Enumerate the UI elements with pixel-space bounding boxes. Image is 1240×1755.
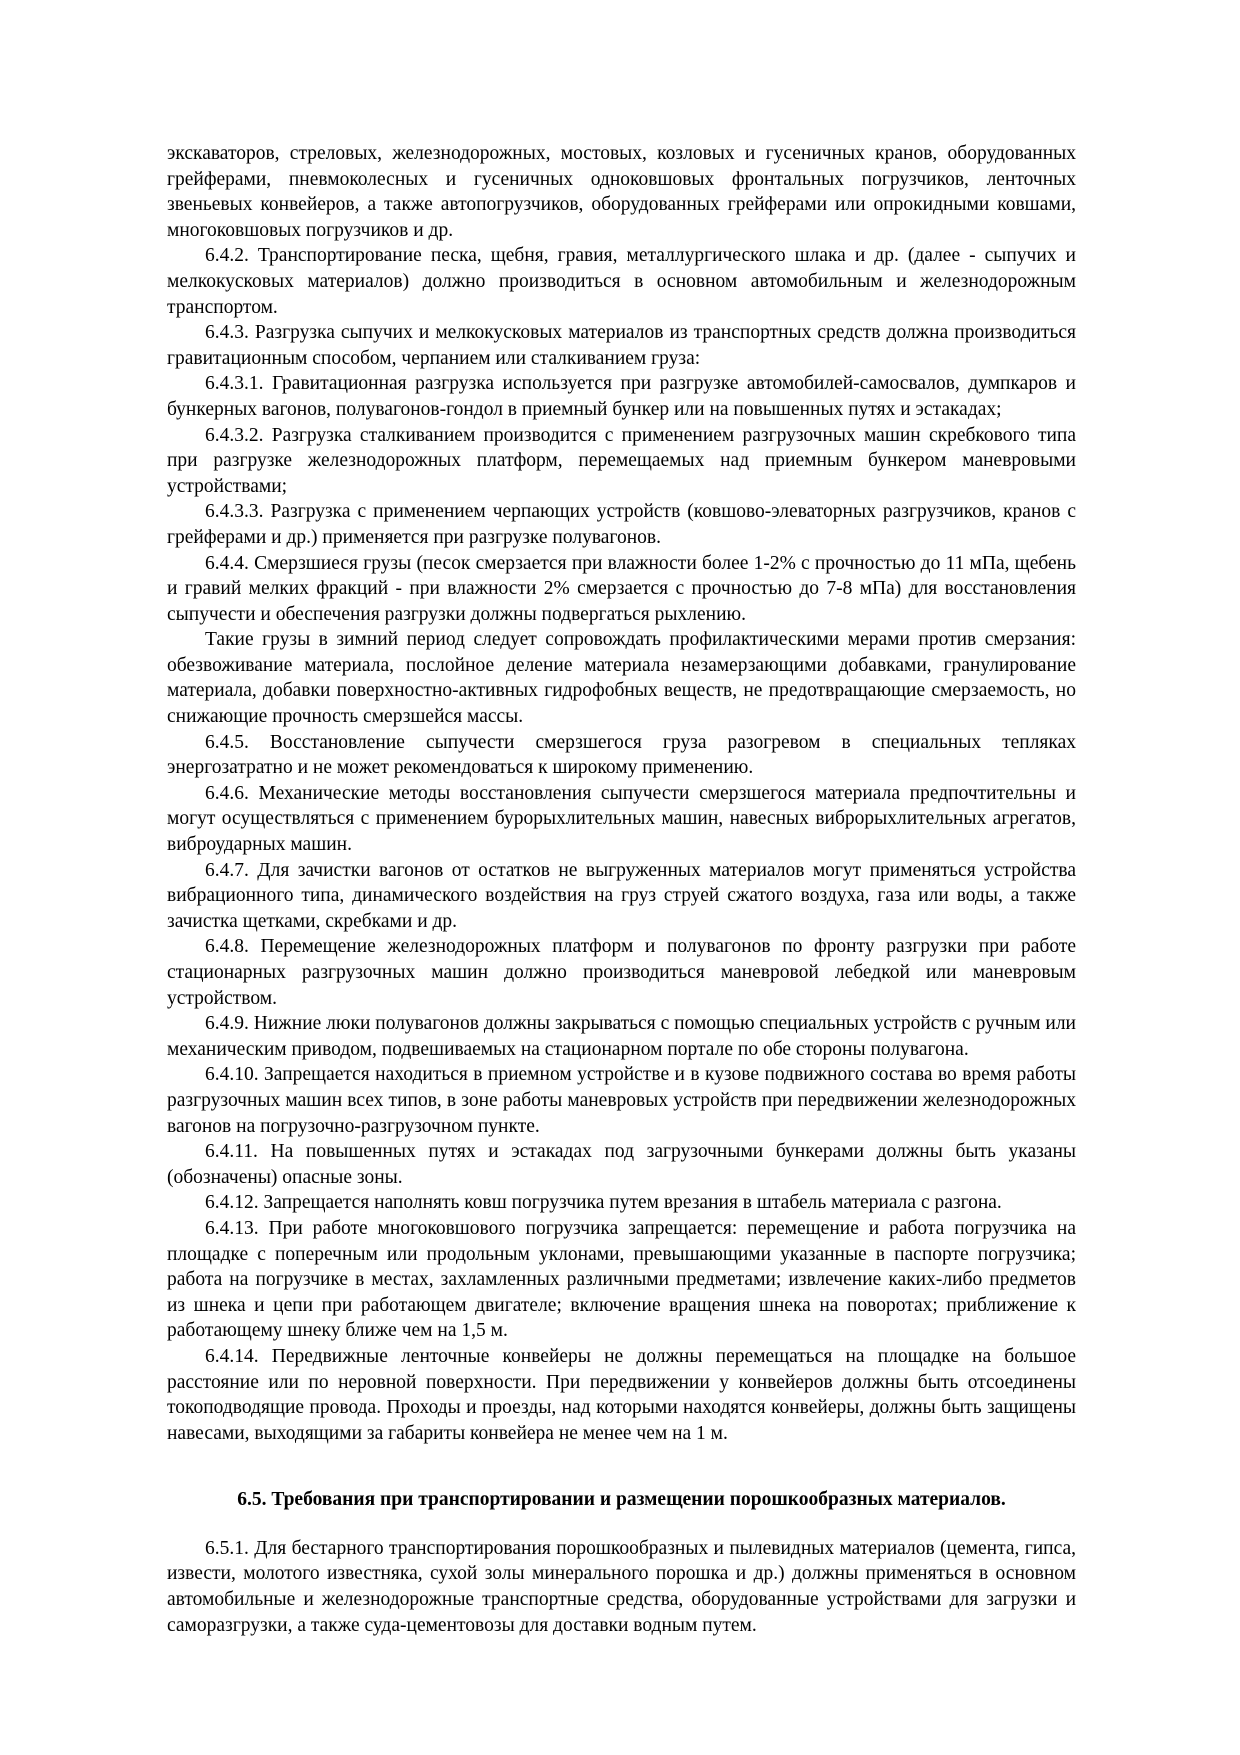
paragraph: экскаваторов, стреловых, железнодорожных, мостовых, козловых и гусеничных кранов, оборудованных грейферами, пневмоколесных и гусеничных одноковшовых фронтальных погрузчиков, ленточных звеньевых конвейеров, а также автопогрузчиков, оборудованных грейферами или опрокидными ковшами, многоковшовых погрузчиков и др. [167,143,1076,241]
paragraph: 6.4.3.2. Разгрузка сталкиванием производится с применением разгрузочных машин скребкового типа при разгрузке железнодорожных платформ, перемещаемых над приемным бункером маневровыми устройствами; [167,424,1076,497]
paragraph: 6.4.2. Транспортирование песка, щебня, гравия, металлургического шлака и др. (далее - сыпучих и мелкокусковых материалов) должно производиться в основном автомобильным и железнодорожным транспортом. [167,245,1076,318]
paragraph: 6.4.6. Механические методы восстановления сыпучести смерзшегося материала предпочтительны и могут осуществляться с применением бурорыхлительных машин, навесных виброрыхлительных агрегатов, виброударных машин. [167,782,1076,856]
paragraph: 6.4.5. Восстановление сыпучести смерзшегося груза разогревом в специальных тепляках энергозатратно и не может рекомендоваться к широкому применению. [167,731,1076,779]
paragraph: 6.4.4. Смерзшиеся грузы (песок смерзается при влажности более 1-2% с прочностью до 11 мПа, щебень и гравий мелких фракций - при влажности 2% смерзается с прочностью до 7-8 мПа) для восстановления сыпучести и обеспечения разгрузки должны подвергаться рыхлению. [167,552,1076,625]
paragraph: 6.4.3.3. Разгрузка с применением черпающих устройств (ковшово-элеваторных разгрузчиков, кранов с грейферами и др.) применяется при разгрузке полувагонов. [167,501,1076,548]
paragraph: 6.4.11. На повышенных путях и эстакадах под загрузочными бункерами должны быть указаны (обозначены) опасные зоны. [167,1141,1076,1188]
paragraph: 6.4.9. Нижние люки полувагонов должны закрываться с помощью специальных устройств с ручным или механическим приводом, подвешиваемых на стационарном портале по обе стороны полувагона. [167,1013,1076,1060]
document-body [167,141,1076,1638]
paragraph: 6.5.1. Для бестарного транспортирования порошкообразных и пылевидных материалов (цемента, гипса, извести, молотого известняка, сухой золы минерального порошка и др.) должны применяться в основном автомобильные и железнодорожные транспортные средства, оборудованные устройствами для загрузки и саморазгрузки, а также суда-цементовозы для доставки водным путем. [167,1537,1076,1636]
paragraph: 6.4.14. Передвижные ленточные конвейеры не должны перемещаться на площадке на большое расстояние или по неровной поверхности. При передвижении у конвейеров должны быть отсоединены токоподводящие провода. Проходы и проезды, над которыми находятся конвейеры, должны быть защищены навесами, выходящими за габариты конвейера не менее чем на 1 м. [167,1345,1076,1444]
paragraph: 6.4.7. Для зачистки вагонов от остатков не выгруженных материалов могут применяться устройства вибрационного типа, динамического воздействия на груз струей сжатого воздуха, газа или воды, а также зачистка щетками, скребками и др. [167,859,1076,932]
paragraph: Такие грузы в зимний период следует сопровождать профилактическими мерами против смерзания: обезвоживание материала, послойное деление материала незамерзающими добавками, гранулирование материала, добавки поверхностно-активных гидрофобных веществ, не предотвращающие смерзаемость, но снижающие прочность смерзшейся массы. [167,629,1076,728]
paragraph: 6.4.3. Разгрузка сыпучих и мелкокусковых материалов из транспортных средств должна производиться гравитационным способом, черпанием или сталкиванием груза: [167,322,1076,369]
section-heading: 6.5. Требования при транспортировании и размещении порошкообразных материалов. [237,1489,1006,1511]
paragraph: 6.4.12. Запрещается наполнять ковш погрузчика путем врезания в штабель материала с разгона. [205,1192,1002,1214]
paragraph: 6.4.13. При работе многоковшового погрузчика запрещается: перемещение и работа погрузчика на площадке с поперечным или продольным уклонами, превышающими указанные в паспорте погрузчика; работа на погрузчике в местах, захламленных различными предметами; извлечение каких-либо предметов из шнека и цепи при работающем двигателе; включение вращения шнека на поворотах; приближение к работающему шнеку ближе чем на 1,5 м. [167,1217,1076,1342]
paragraph: 6.4.3.1. Гравитационная разгрузка используется при разгрузке автомобилей-самосвалов, думпкаров и бункерных вагонов, полувагонов-гондол в приемный бункер или на повышенных путях и эстакадах; [167,373,1076,420]
paragraph: 6.4.10. Запрещается находиться в приемном устройстве и в кузове подвижного состава во время работы разгрузочных машин всех типов, в зоне работы маневровых устройств при передвижении железнодорожных вагонов на погрузочно-разгрузочном пункте. [167,1064,1076,1137]
paragraph: 6.4.8. Перемещение железнодорожных платформ и полувагонов по фронту разгрузки при работе стационарных разгрузочных машин должно производиться маневровой лебедкой или маневровым устройством. [167,936,1076,1009]
